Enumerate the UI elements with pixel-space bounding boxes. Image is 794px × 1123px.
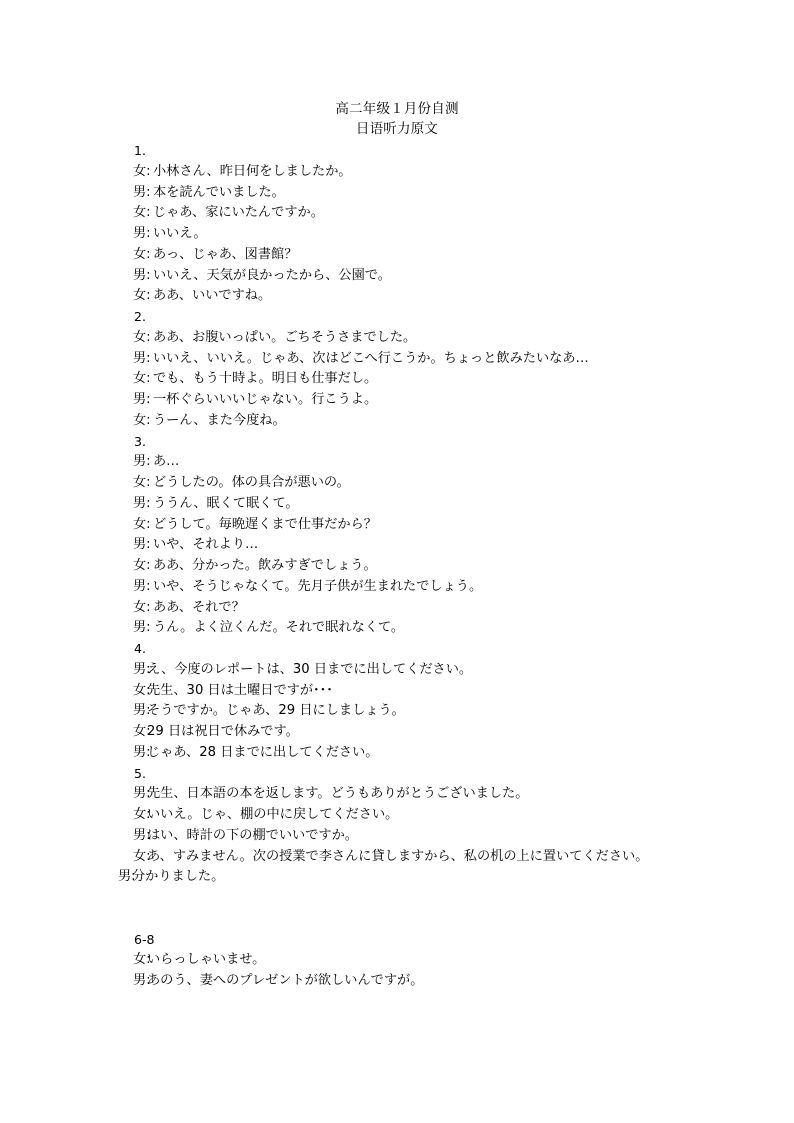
speaker-label: 女: (133, 724, 151, 739)
speaker-label: 男: (133, 184, 151, 200)
dialogue-line (0, 681, 794, 702)
dialogue-text: そうですか。じゃあ、29 日にしましょう。 (147, 703, 405, 719)
dialogue-text: 小林さん、昨日何をしましたか。 (153, 163, 352, 179)
dialogue-line (0, 349, 794, 370)
dialogue-line (0, 660, 794, 681)
question-number: 5. (134, 765, 146, 781)
speaker-label: 男: (133, 537, 151, 553)
dialogue-text: ああ、それで？ (153, 599, 245, 615)
speaker-label: 男: (133, 703, 151, 719)
dialogue-line (0, 411, 794, 432)
dialogue-text: 先生、30 日は土曜日ですが･･･ (147, 682, 333, 698)
dialogue-line (0, 162, 794, 183)
speaker-label: 男: (133, 786, 151, 802)
dialogue-line (0, 452, 794, 473)
dialogue-text: でも、もう十時よ。明日も仕事だし。 (153, 371, 378, 387)
dialogue-line (0, 556, 794, 577)
document-title: 高二年级１月份自测 (335, 101, 459, 117)
dialogue-line (0, 743, 794, 764)
dialogue-line (0, 183, 794, 204)
dialogue-line (0, 971, 794, 992)
dialogue-line (0, 577, 794, 598)
speaker-label: 男: (133, 454, 151, 470)
speaker-label: 男: (118, 869, 136, 885)
dialogue-text: いいえ、天気が良かったから、公園で。 (153, 267, 391, 283)
question-number: 4. (134, 641, 146, 656)
speaker-label: 男: (133, 350, 151, 366)
speaker-label: 男: (133, 226, 151, 241)
dialogue-text: うん。よく泣くんだ。それで眠れなくて。 (153, 620, 405, 636)
dialogue-text: いいえ。じゃ、棚の中に戻してください。 (147, 807, 399, 822)
dialogue-text: いや、そうじゃなくて。先月子供が生まれたでしょう。 (153, 578, 483, 594)
speaker-label: 女: (133, 516, 151, 532)
speaker-label: 男: (133, 620, 151, 636)
dialogue-line (0, 203, 794, 224)
dialogue-text: じゃあ、28 日までに出してください。 (147, 744, 379, 760)
dialogue-text: どうしたの。体の具合が悪いの。 (153, 475, 350, 490)
dialogue-line (0, 950, 794, 971)
dialogue-text: 先生、日本語の本を返します。どうもありがとうございました。 (147, 786, 529, 802)
dialogue-line (0, 618, 794, 639)
dialogue-text: あのう、妻へのプレゼントが欲しいんですが。 (147, 973, 424, 988)
dialogue-text: 29 日は祝日で休みです。 (147, 724, 299, 739)
dialogue-text: うーん、また今度ね。 (153, 412, 286, 428)
speaker-label: 女: (133, 246, 151, 262)
dialogue-line (0, 722, 794, 743)
dialogue-line (0, 245, 794, 266)
speaker-label: 男: (133, 744, 151, 760)
dialogue-line (0, 598, 794, 619)
speaker-label: 女: (133, 558, 151, 573)
speaker-label: 女: (133, 163, 151, 179)
speaker-label: 女: (133, 807, 151, 822)
dialogue-text: あ… (153, 454, 180, 470)
speaker-label: 女: (133, 371, 151, 387)
dialogue-line (0, 390, 794, 411)
dialogue-text: いいえ、いいえ。じゃあ、次はどこへ行こうか。ちょっと飲みたいなあ… (153, 350, 589, 366)
question-number: 1. (134, 143, 146, 158)
dialogue-line (0, 867, 794, 888)
dialogue-line (0, 847, 794, 868)
speaker-label: 男: (133, 661, 151, 677)
speaker-label: 女: (133, 848, 151, 864)
dialogue-line (0, 224, 794, 245)
question-number: 6-8 (134, 931, 155, 947)
speaker-label: 女: (133, 599, 151, 615)
speaker-label: 男: (133, 827, 151, 843)
dialogue-text: ううん、眠くて眠くて。 (153, 495, 299, 511)
speaker-label: 女: (133, 329, 151, 345)
dialogue-text: ああ、お腹いっぱい。ごちそうさまでした。 (153, 329, 417, 345)
speaker-label: 男: (133, 267, 151, 283)
dialogue-text: 本を読んでいました。 (153, 184, 285, 200)
speaker-label: 女: (133, 205, 151, 221)
dialogue-line (0, 494, 794, 515)
dialogue-text: いいえ。 (153, 226, 207, 241)
dialogue-text: いらっしゃいませ。 (147, 952, 266, 968)
dialogue-text: じゃあ、家にいたんですか。 (153, 205, 324, 221)
dialogue-text: ああ、分かった。飲みすぎでしょう。 (153, 558, 377, 573)
dialogue-line (0, 369, 794, 390)
speaker-label: 男: (133, 578, 151, 594)
dialogue-line (0, 286, 794, 307)
speaker-label: 女: (133, 952, 151, 968)
dialogue-text: ああ、いいですね。 (153, 288, 272, 304)
blank-line (0, 888, 794, 909)
dialogue-line (0, 266, 794, 287)
document-subtitle: 日语听力原文 (355, 121, 439, 137)
dialogue-line (0, 826, 794, 847)
dialogue-line (0, 328, 794, 349)
question-number: 3. (134, 433, 146, 449)
dialogue-text: 一杯ぐらいいいじゃない。行こうよ。 (153, 392, 378, 407)
dialogue-line (0, 515, 794, 536)
dialogue-line (0, 805, 794, 826)
dialogue-text: はい、時計の下の棚でいいですか。 (147, 827, 358, 843)
dialogue-text: え、今度のレポートは、30 日までに出してください。 (147, 661, 473, 677)
dialogue-text: いや、それより… (153, 537, 259, 553)
dialogue-text: どうして。毎晩遅くまで仕事だから？ (153, 516, 377, 532)
transcript-body (0, 141, 794, 992)
speaker-label: 男: (133, 392, 151, 407)
speaker-label: 女: (133, 412, 151, 428)
dialogue-text: あっ、じゃあ、図書館？ (153, 246, 298, 262)
dialogue-line (0, 784, 794, 805)
speaker-label: 男: (133, 495, 151, 511)
dialogue-line (0, 535, 794, 556)
speaker-label: 女: (133, 288, 151, 304)
question-number: 2. (134, 309, 146, 324)
speaker-label: 女: (133, 682, 151, 698)
speaker-label: 男: (133, 973, 151, 988)
blank-line (0, 909, 794, 930)
dialogue-text: あ、すみません。次の授業で李さんに貸しますから、私の机の上に置いてください。 (147, 848, 649, 864)
dialogue-line (0, 701, 794, 722)
speaker-label: 女: (133, 475, 151, 490)
dialogue-text: 分かりました。 (132, 869, 225, 885)
dialogue-line (0, 473, 794, 494)
